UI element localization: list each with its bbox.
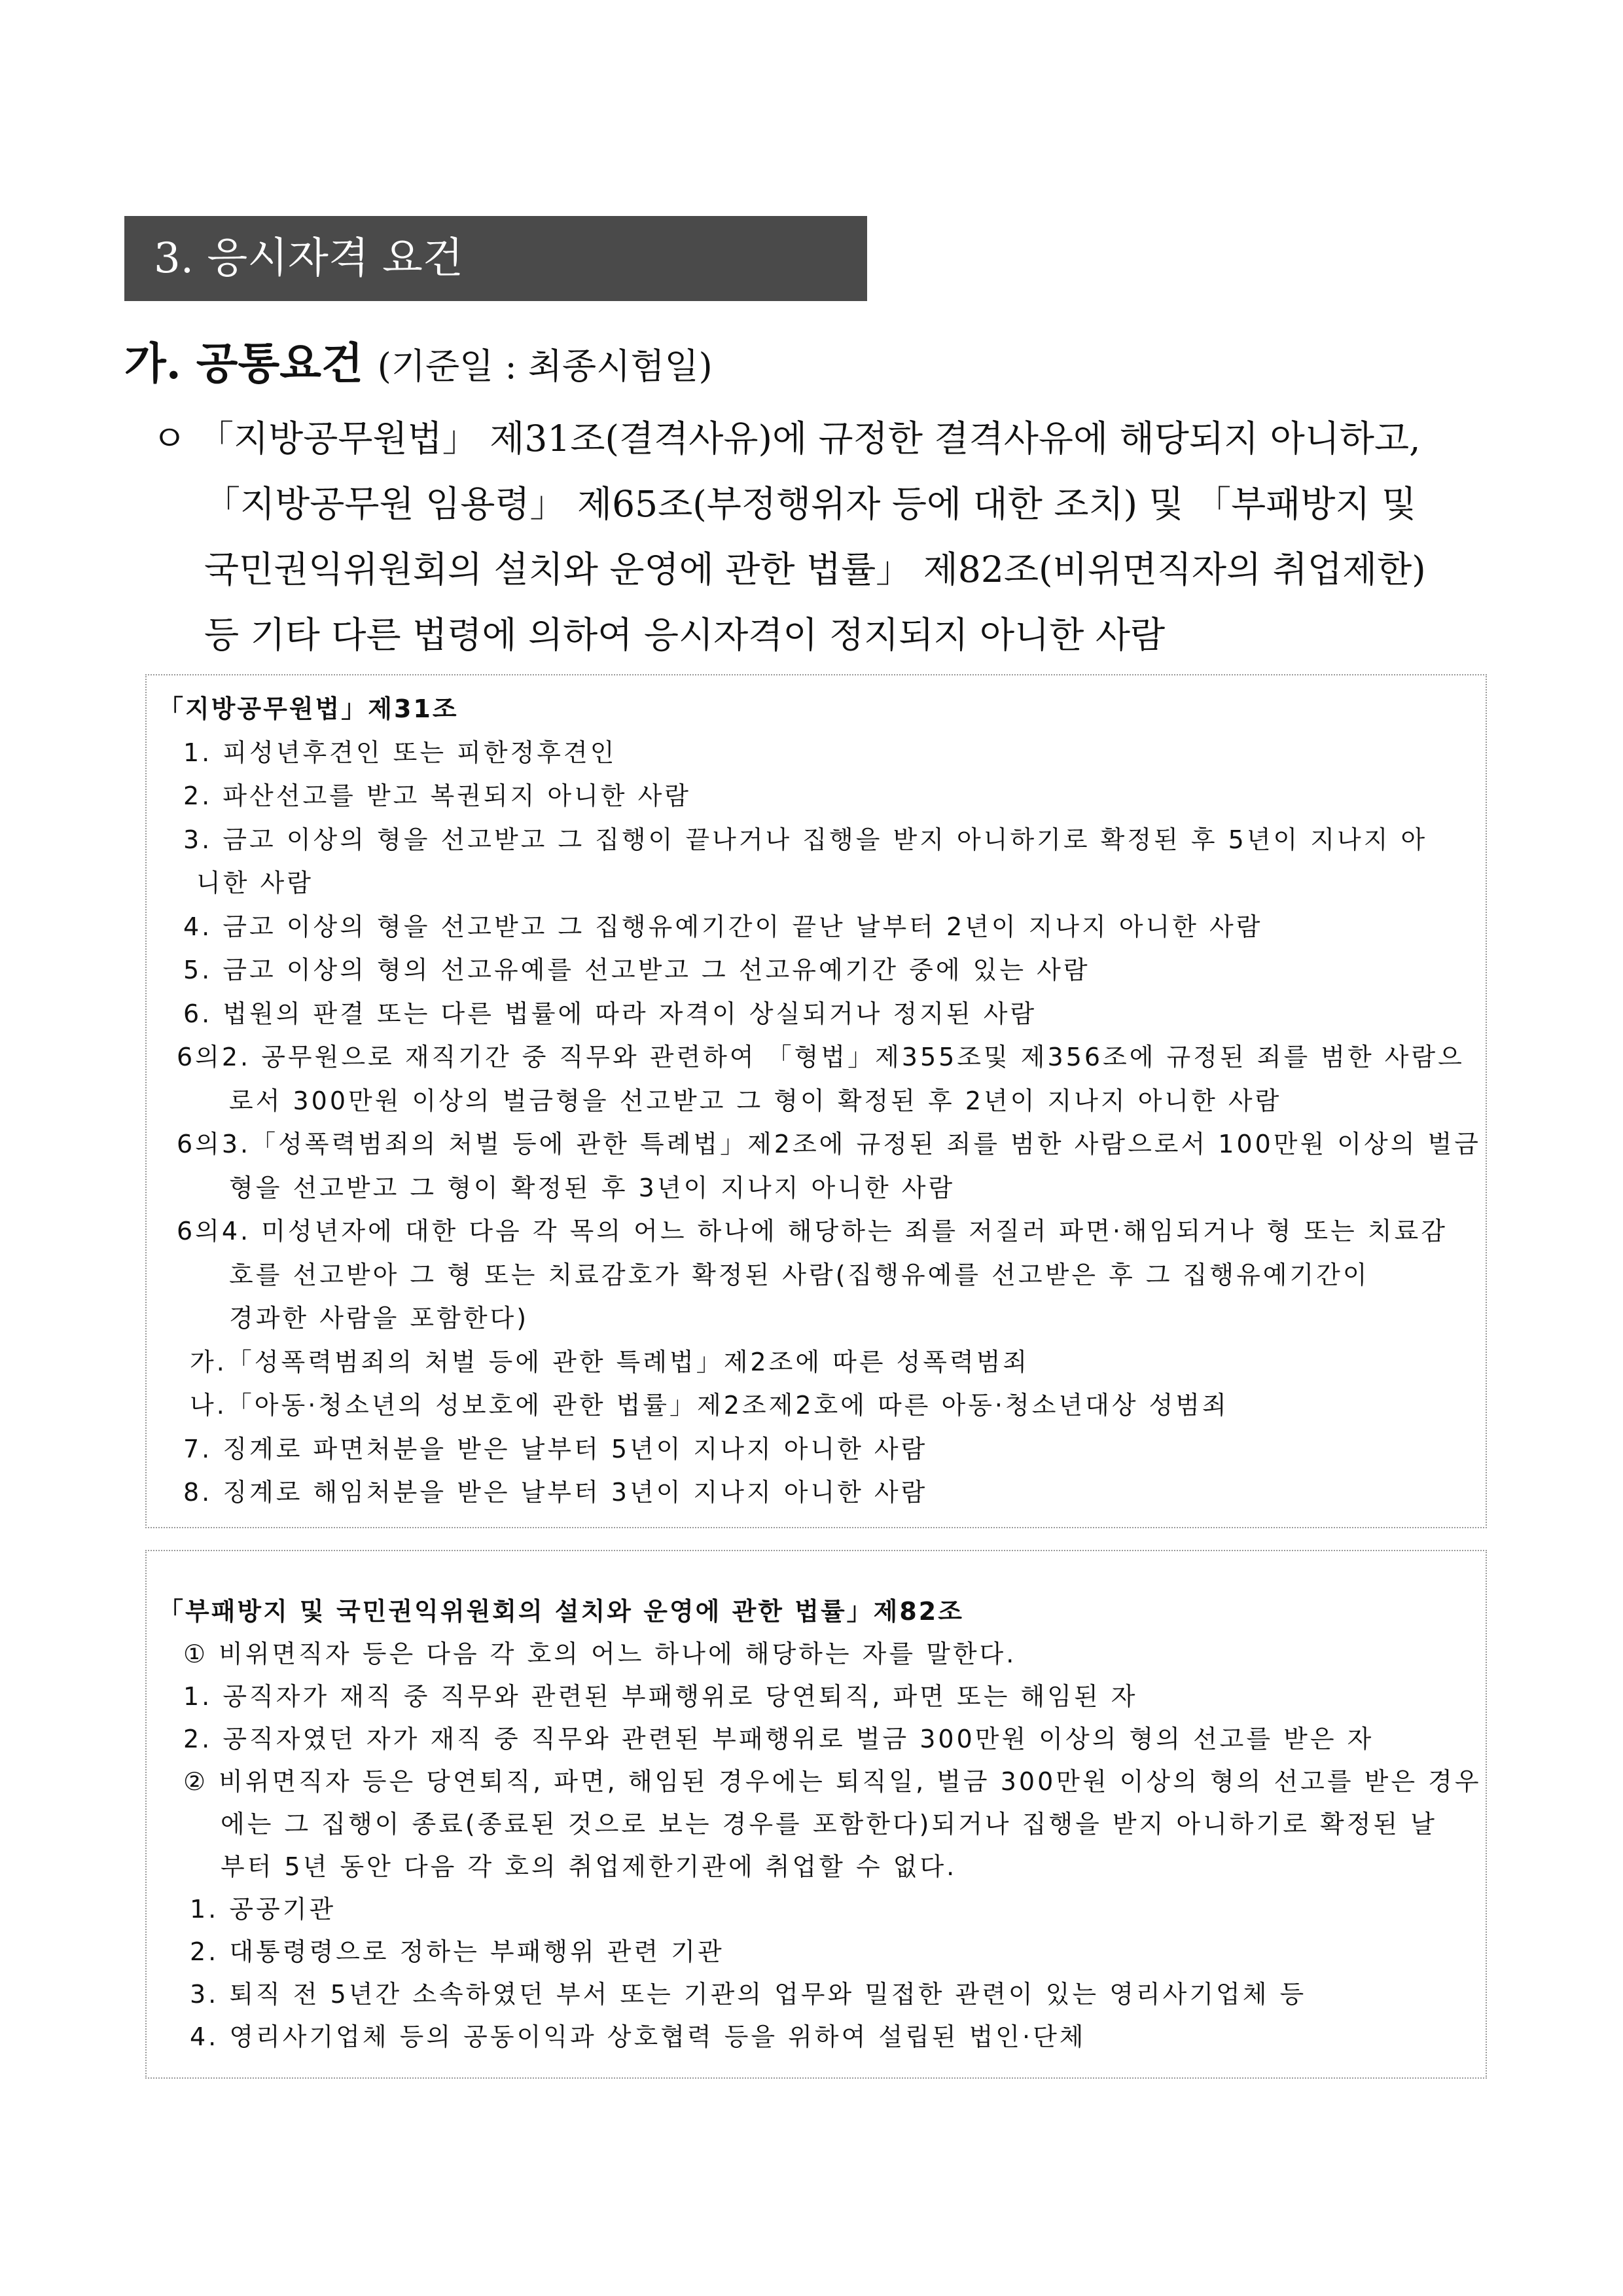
section-title: 3. 응시자격 요건 bbox=[124, 216, 867, 301]
box-item: 1. 피성년후견인 또는 피한정후견인 bbox=[183, 738, 617, 767]
box-clause: ① 비위면직자 등은 다음 각 호의 어느 하나에 해당하는 자를 말한다. bbox=[183, 1640, 1017, 1668]
box-item: 8. 징계로 해임처분을 받은 날부터 3년이 지나지 아니한 사람 bbox=[183, 1478, 928, 1507]
local-public-officials-act-box bbox=[145, 674, 1487, 1528]
paragraph-line: 「지방공무원 임용령」 제65조(부정행위자 등에 대한 조치) 및 「부패방지 및 bbox=[204, 483, 1417, 525]
paragraph-line-text: 「지방공무원법」 제31조(결격사유)에 규정한 결격사유에 해당되지 아니하고, bbox=[198, 418, 1421, 459]
box-subitem: 4. 영리사기업체 등의 공동이익과 상호협력 등을 위하여 설립된 법인·단체 bbox=[190, 2022, 1086, 2051]
box-item-continuation: 로서 300만원 이상의 벌금형을 선고받고 그 형이 확정된 후 2년이 지나지 아니한 사람 bbox=[229, 1086, 1282, 1115]
box-subitem: 1. 공공기관 bbox=[190, 1895, 336, 1924]
box-item: 4. 금고 이상의 형을 선고받고 그 집행유예기간이 끝난 날부터 2년이 지나지 아니한 사람 bbox=[183, 912, 1263, 941]
box-clause-continuation: 부터 5년 동안 다음 각 호의 취업제한기관에 취업할 수 없다. bbox=[221, 1852, 957, 1881]
box-clause-continuation: 에는 그 집행이 종료(종료된 것으로 보는 경우를 포함한다)되거나 집행을 받지 아니하기로 확정된 날 bbox=[221, 1810, 1437, 1839]
box-item: 3. 금고 이상의 형을 선고받고 그 집행이 끝나거나 집행을 받지 아니하기로 확정된 후 5년이 지나지 아 bbox=[183, 825, 1428, 854]
box-item: 6의3.「성폭력범죄의 처벌 등에 관한 특례법」제2조에 규정된 죄를 범한 사람으로서 100만원 이상의 벌금 bbox=[177, 1130, 1481, 1158]
reference-date-note: (기준일 : 최종시험일) bbox=[377, 346, 713, 387]
box-item: 5. 금고 이상의 형의 선고유예를 선고받고 그 선고유예기간 중에 있는 사람 bbox=[183, 956, 1090, 984]
box-subitem: 나.「아동·청소년의 성보호에 관한 법률」제2조제2호에 따른 아동·청소년대상 성범죄 bbox=[190, 1391, 1229, 1420]
box-item: 6의2. 공무원으로 재직기간 중 직무와 관련하여 「형법」제355조및 제356조에 규정된 죄를 범한 사람으 bbox=[177, 1043, 1465, 1071]
paragraph-line: 국민권익위원회의 설치와 운영에 관한 법률」 제82조(비위면직자의 취업제한) bbox=[204, 548, 1426, 590]
box-item: 2. 파산선고를 받고 복권되지 아니한 사람 bbox=[183, 781, 691, 810]
box-subitem: 가.「성폭력범죄의 처벌 등에 관한 특례법」제2조에 따른 성폭력범죄 bbox=[190, 1347, 1030, 1376]
box-title: 「지방공무원법」제31조 bbox=[158, 694, 459, 723]
box-clause: ② 비위면직자 등은 당연퇴직, 파면, 해임된 경우에는 퇴직일, 벌금 300만원 이상의 형의 선고를 받은 경우 bbox=[183, 1767, 1482, 1796]
box-item: 1. 공직자가 재직 중 직무와 관련된 부패행위로 당연퇴직, 파면 또는 해임된 자 bbox=[183, 1682, 1138, 1711]
bullet-circle: ㅇ bbox=[152, 418, 187, 459]
box-subitem: 2. 대통령령으로 정하는 부패행위 관련 기관 bbox=[190, 1937, 724, 1966]
eligibility-paragraph bbox=[152, 406, 1520, 668]
box-item: 6. 법원의 판결 또는 다른 법률에 따라 자격이 상실되거나 정지된 사람 bbox=[183, 999, 1037, 1028]
box-item-continuation: 호를 선고받아 그 형 또는 치료감호가 확정된 사람(집행유예를 선고받은 후 그 집행유예기간이 bbox=[229, 1260, 1370, 1289]
box-title: 「부패방지 및 국민권익위원회의 설치와 운영에 관한 법률」제82조 bbox=[158, 1597, 964, 1626]
box-subitem: 3. 퇴직 전 5년간 소속하였던 부서 또는 기관의 업무와 밀접한 관련이 있는 영리사기업체 등 bbox=[190, 1980, 1307, 2009]
paragraph-line bbox=[152, 406, 1520, 471]
box-item-continuation: 경과한 사람을 포함한다) bbox=[229, 1304, 529, 1333]
box-item-continuation: 형을 선고받고 그 형이 확정된 후 3년이 지나지 아니한 사람 bbox=[229, 1173, 955, 1202]
box-item-continuation: 니한 사람 bbox=[196, 869, 313, 897]
box-item: 2. 공직자였던 자가 재직 중 직무와 관련된 부패행위로 벌금 300만원 이상의 형의 선고를 받은 자 bbox=[183, 1725, 1374, 1753]
subsection-heading: 가. 공통요건 bbox=[124, 338, 363, 389]
subsection-heading-row bbox=[124, 331, 713, 396]
anti-corruption-act-box bbox=[145, 1550, 1487, 2079]
box-item: 6의4. 미성년자에 대한 다음 각 목의 어느 하나에 해당하는 죄를 저질러 파면·해임되거나 형 또는 치료감 bbox=[177, 1217, 1448, 1246]
paragraph-line: 등 기타 다른 법령에 의하여 응시자격이 정지되지 아니한 사람 bbox=[204, 614, 1166, 656]
box-item: 7. 징계로 파면처분을 받은 날부터 5년이 지나지 아니한 사람 bbox=[183, 1434, 928, 1463]
